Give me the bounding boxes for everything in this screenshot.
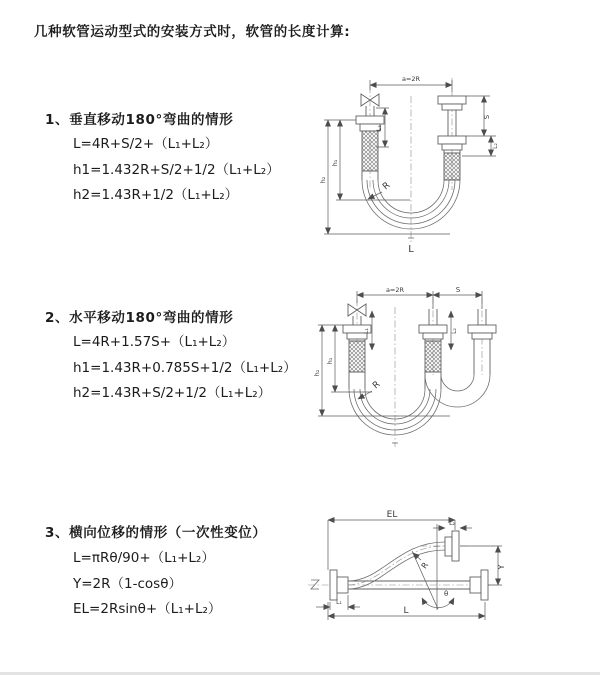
formula-s2-L: L=4R+1.57S+（L₁+L₂） [73,334,236,350]
braided-hose-section [444,153,460,180]
axis-break-symbol [311,580,319,589]
dim-label-el: EL [386,510,398,520]
section1-formulas [73,132,280,209]
left-flange [330,570,348,600]
dimension-l [328,602,485,620]
dim-label-h1: h₁ [331,159,339,167]
dim-label-l1: L₁ [375,124,383,132]
dimension-l2 [462,136,499,156]
formula-s2-h2: h2=1.43R+S/2+1/2（L₁+L₂） [73,385,272,402]
dimension-s [433,286,482,295]
dim-label-r: R [371,379,383,392]
dimension-a2r [370,75,452,92]
section2-heading: 2、水平移动180°弯曲的情形 [45,310,234,326]
formula-s3-EL: EL=2Rsinθ+（L₁+L₂） [73,601,222,618]
dim-label-h2: h₂ [319,176,327,184]
diagram-vertical-180-bend [310,68,582,260]
formula-s1-L: L=4R+S/2+（L₁+L₂） [73,136,219,152]
formula-s3-L: L=πRθ/90+（L₁+L₂） [73,550,215,566]
dim-label-l1: L₁ [363,328,370,334]
dim-label-l1: L₁ [336,599,342,606]
hose-u-bend-shallow [425,375,490,408]
radius-callout [358,380,382,399]
dim-label-l2: L₂ [449,520,455,527]
s-curve-hose [348,531,459,589]
dim-label-l2: L₂ [492,143,499,149]
dim-label-y: Y [497,564,506,570]
dim-label-a2r: a=2R [401,75,421,83]
formula-s2-h1: h1=1.43R+0.785S+1/2（L₁+L₂） [73,359,297,376]
dim-label-l: L [403,606,409,616]
section3-formulas [73,546,221,623]
page-title: 几种软管运动型式的安装方式时，软管的长度计算: [34,24,351,40]
dim-label-l-total: L [408,244,414,255]
centerlines [357,297,482,447]
diagram-lateral-displacement [300,506,600,651]
dimension-h2 [319,120,450,234]
dim-label-r: R [381,180,393,193]
dim-label-s: S [455,286,461,294]
section3-heading: 3、横向位移的情形（一次性变位） [45,525,267,541]
dim-label-l2: L₂ [451,328,458,334]
left-pipe-fitting [356,106,384,180]
dimension-s [466,96,496,136]
radius-callout [413,553,430,570]
dim-label-theta: θ [444,590,449,598]
braided-hose-section [362,131,378,171]
section2-formulas [73,330,297,407]
right-pipe-fitting [438,96,466,180]
dim-label-s: S [483,114,491,120]
dim-label-h1: h₁ [326,357,334,365]
dim-label-r: R [419,560,431,571]
dimension-l2 [433,520,472,528]
diagram-horizontal-180-bend [310,283,600,463]
section1-heading: 1、垂直移动180°弯曲的情形 [45,112,234,128]
dim-label-a2r: a=2R [385,286,405,294]
dimension-l2 [451,311,458,350]
dimension-el [328,510,455,570]
dimension-a2r [357,286,482,309]
braided-hose-section [425,341,441,372]
formula-s3-Y: Y=2R（1-cosθ） [73,575,182,592]
radius-callout [368,181,392,199]
formula-s1-h1: h1=1.432R+S/2+1/2（L₁+L₂） [73,161,280,178]
dimension-l1 [316,595,360,610]
formula-s1-h2: h2=1.43R+1/2（L₁+L₂） [73,187,239,204]
dim-label-h2: h₂ [313,369,321,377]
braided-hose-section [349,341,365,372]
left-pipe-fitting [343,316,371,389]
